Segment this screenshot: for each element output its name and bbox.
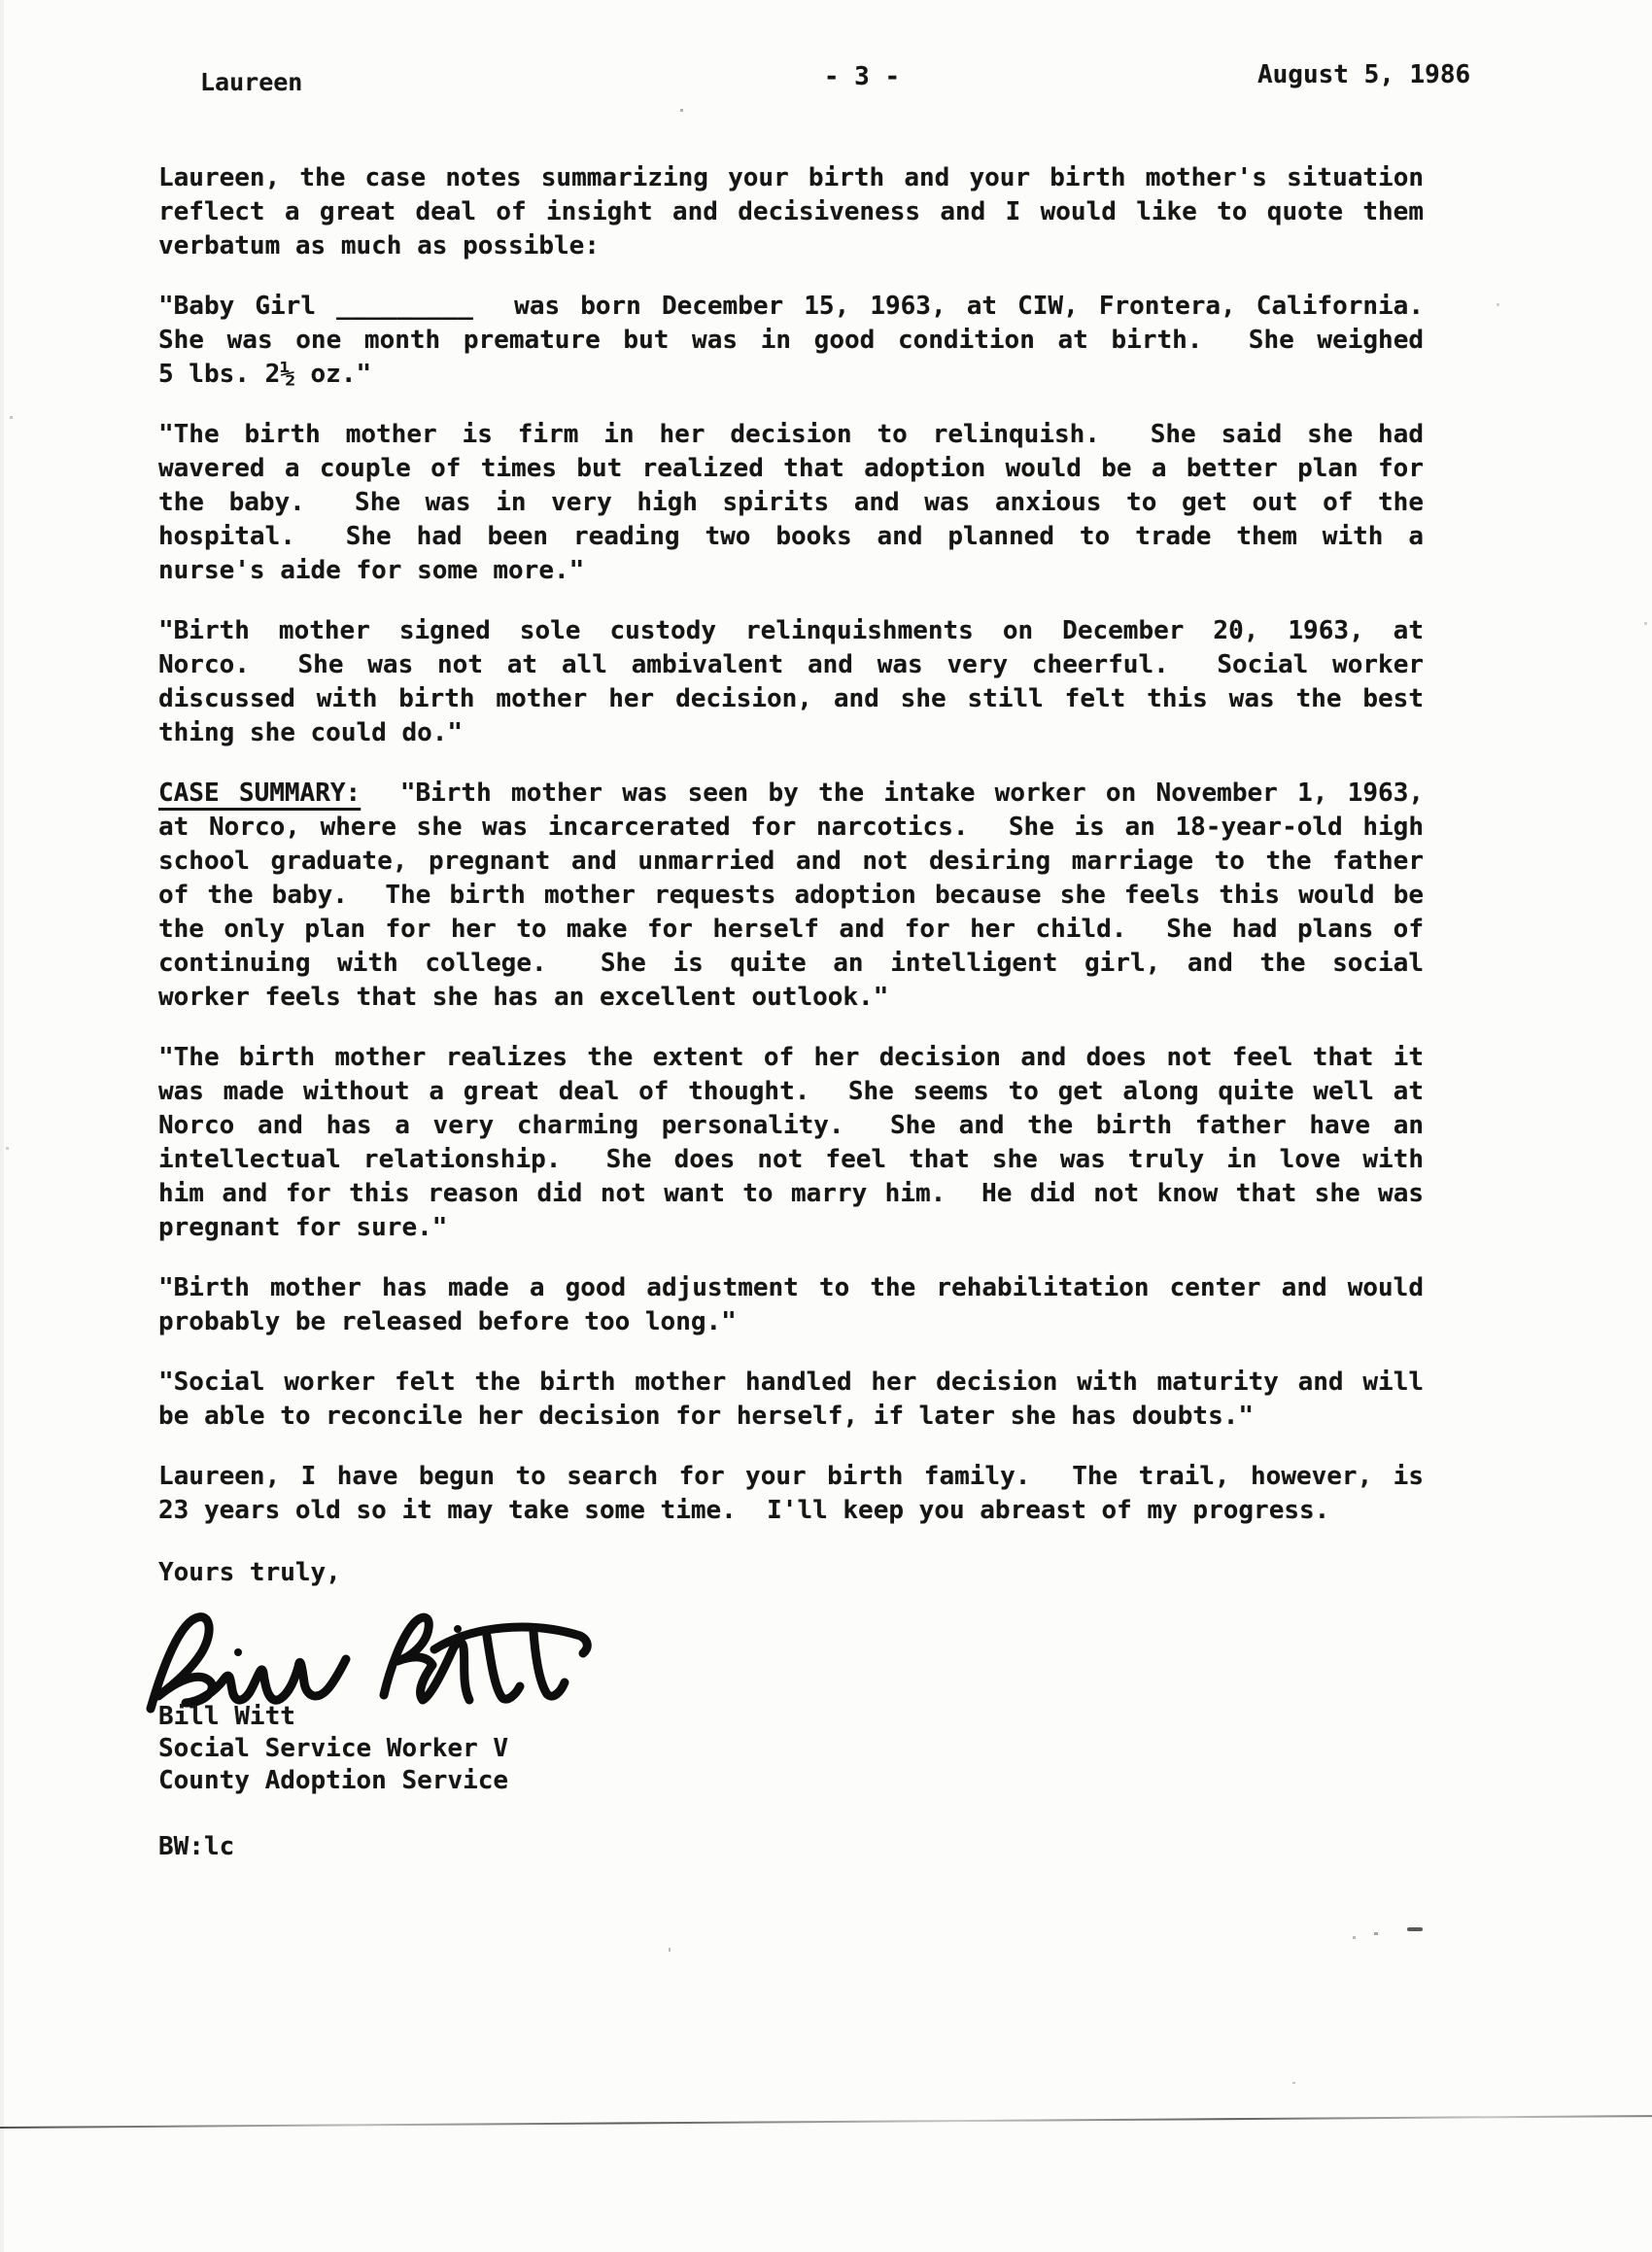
underlined-text: CASE SUMMARY: xyxy=(158,779,361,808)
text-line: Laureen, I have begun to search for your birth family. The trail, however, is xyxy=(158,1462,1424,1491)
paragraph xyxy=(158,161,1424,263)
text-line: "Baby Girl _________ was born December 15, 1963, at CIW, Frontera, California. xyxy=(158,292,1424,321)
text-line: the baby. She was in very high spirits and was anxious to get out of the xyxy=(158,488,1424,517)
paragraph xyxy=(158,418,1424,588)
text-line: at Norco, where she was incarcerated for narcotics. She is an 18-year-old high xyxy=(158,813,1424,842)
scan-speck xyxy=(10,416,13,419)
paragraph xyxy=(158,290,1424,392)
text-line: "Birth mother signed sole custody relinquishments on December 20, 1963, at xyxy=(158,616,1424,645)
signature-block xyxy=(158,1701,1424,1797)
text-line: pregnant for sure." xyxy=(158,1213,448,1242)
scan-speck xyxy=(1292,2082,1295,2084)
text-line: him and for this reason did not want to marry him. He did not know that she was xyxy=(158,1179,1424,1208)
text-line: verbatum as much as possible: xyxy=(158,231,600,260)
scan-speck xyxy=(1497,303,1499,306)
letter-closing xyxy=(158,1556,1424,1864)
text-line: school graduate, pregnant and unmarried and not desiring marriage to the father xyxy=(158,847,1424,876)
text-line: "Social worker felt the birth mother handled her decision with maturity and will xyxy=(158,1368,1424,1397)
paragraph xyxy=(158,614,1424,750)
valediction: Yours truly, xyxy=(158,1558,341,1587)
text-line: reflect a great deal of insight and decisiveness and I would like to quote them xyxy=(158,197,1424,226)
scan-speck xyxy=(680,109,683,112)
text-line: was made without a great deal of thought. She seems to get along quite well at xyxy=(158,1077,1424,1106)
text-line: "The birth mother realizes the extent of her decision and does not feel that it xyxy=(158,1043,1424,1072)
paragraph xyxy=(158,1366,1424,1434)
text-line: hospital. She had been reading two books and planned to trade them with a xyxy=(158,522,1424,551)
text-line: "The birth mother is firm in her decision to relinquish. She said she had xyxy=(158,420,1424,449)
scan-speck xyxy=(1353,1936,1356,1939)
text-line: 5 lbs. 2½ oz." xyxy=(158,360,372,389)
header-date: August 5, 1986 xyxy=(1257,60,1471,89)
scan-speck xyxy=(1374,1932,1378,1935)
scan-speck xyxy=(669,1948,671,1952)
signed-name: Bill Witt xyxy=(158,1702,295,1731)
text-line: Norco and has a very charming personality. She and the birth father have an xyxy=(158,1111,1424,1140)
paragraph xyxy=(158,1271,1424,1339)
header-page-number: - 3 - xyxy=(823,62,901,91)
text-line: continuing with college. She is quite an intelligent girl, and the social xyxy=(158,949,1424,978)
scan-speck xyxy=(6,1147,9,1150)
text-line: intellectual relationship. She does not feel that she was truly in love with xyxy=(158,1145,1424,1174)
text-line: be able to reconcile her decision for herself, if later she has doubts." xyxy=(158,1402,1255,1431)
scan-artifact-line xyxy=(0,2115,1652,2129)
scan-edge-shadow xyxy=(0,0,4,2252)
text-line: Laureen, the case notes summarizing your birth and your birth mother's situation xyxy=(158,163,1424,192)
text-line: thing she could do." xyxy=(158,718,464,747)
text-line: She was one month premature but was in good condition at birth. She weighed xyxy=(158,326,1424,355)
signer-title: Social Service Worker V xyxy=(158,1734,509,1763)
text-line: of the baby. The birth mother requests adoption because she feels this would be xyxy=(158,881,1424,910)
text-line: the only plan for her to make for herself and for her child. She had plans of xyxy=(158,915,1424,944)
paragraph xyxy=(158,777,1424,1015)
letter-body xyxy=(158,161,1424,1554)
scan-speck xyxy=(1407,1927,1423,1931)
text-line: CASE SUMMARY: "Birth mother was seen by the intake worker on November 1, 1963, xyxy=(158,779,1424,808)
scan-speck xyxy=(1644,622,1647,625)
header-recipient: Laureen xyxy=(200,68,303,96)
text-line: probably be released before too long." xyxy=(158,1307,737,1336)
text-line: nurse's aide for some more." xyxy=(158,556,585,585)
paragraph xyxy=(158,1041,1424,1245)
text-line: worker feels that she has an excellent outlook." xyxy=(158,983,889,1012)
text-line: discussed with birth mother her decision, and she still felt this was the best xyxy=(158,684,1424,713)
reference-initials: BW:lc xyxy=(158,1832,235,1861)
text-line: wavered a couple of times but realized that adoption would be a better plan for xyxy=(158,454,1424,483)
text-line: 23 years old so it may take some time. I'll keep you abreast of my progress. xyxy=(158,1496,1330,1525)
text-line: "Birth mother has made a good adjustment to the rehabilitation center and would xyxy=(158,1273,1424,1302)
text-line: Norco. She was not at all ambivalent and was very cheerful. Social worker xyxy=(158,650,1424,679)
signer-department: County Adoption Service xyxy=(158,1766,509,1795)
paragraph xyxy=(158,1460,1424,1528)
